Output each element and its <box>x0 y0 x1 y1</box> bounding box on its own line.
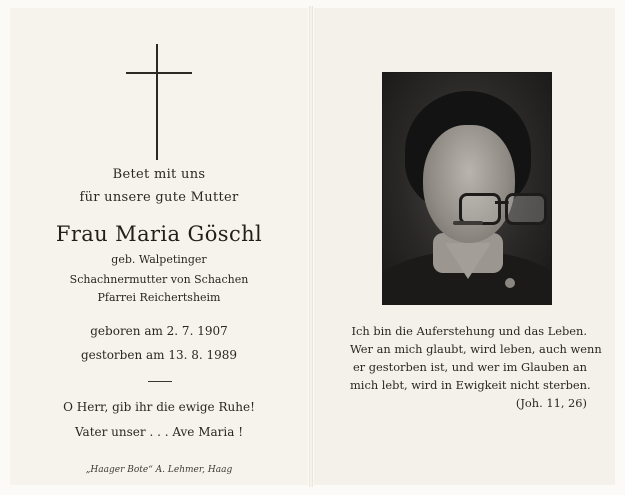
deceased-name: Frau Maria Göschl <box>55 222 263 246</box>
death-date: gestorben am 13. 8. 1989 <box>80 348 238 362</box>
glasses-icon <box>459 193 545 221</box>
prayer-line-2: Vater unser . . . Ave Maria ! <box>74 425 244 439</box>
portrait-photo <box>382 72 552 305</box>
prayer-line-1: O Herr, gib ihr die ewige Ruhe! <box>63 400 255 414</box>
quote-reference: (Joh. 11, 26) <box>515 396 587 410</box>
quote-line-1: Ich bin die Auferstehung und das Leben. <box>351 324 587 338</box>
quote-line-2: Wer an mich glaubt, wird leben, auch wenn <box>350 342 602 356</box>
birth-date: geboren am 2. 7. 1907 <box>90 324 228 338</box>
intro-line-2: für unsere gute Mutter <box>79 190 239 205</box>
separator-line <box>148 381 172 382</box>
quote-line-3: er gestorben ist, und wer im Glauben an <box>352 360 587 374</box>
subtitle-line-2: Pfarrei Reichertsheim <box>97 291 221 304</box>
maiden-name: geb. Walpetinger <box>111 253 207 266</box>
printer-credit: „Haager Bote“ A. Lehmer, Haag <box>85 465 233 475</box>
subtitle-line-1: Schachnermutter von Schachen <box>69 273 249 286</box>
quote-line-4: mich lebt, wird in Ewigkeit nicht sterben. <box>350 378 591 392</box>
intro-line-1: Betet mit uns <box>112 167 206 182</box>
card-fold <box>309 6 313 487</box>
